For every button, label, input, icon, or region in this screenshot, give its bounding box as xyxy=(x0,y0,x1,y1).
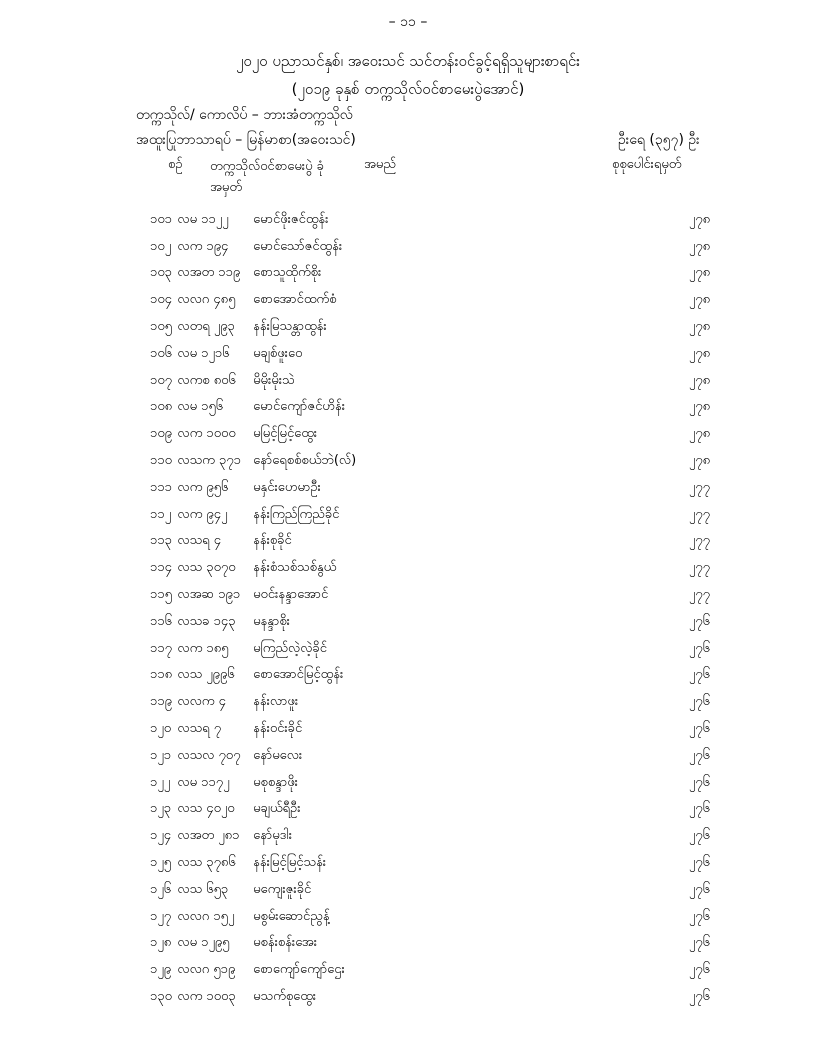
student-name: မနန္ဒာစိုး xyxy=(253,613,290,629)
table-row xyxy=(150,341,710,368)
roll-number: လအတ ၂၈၁ xyxy=(177,828,240,844)
row-number: ၁၂၂ xyxy=(150,774,171,790)
row-number: ၁၀၂ xyxy=(150,238,172,254)
table-row xyxy=(150,663,710,690)
table-row xyxy=(150,716,710,743)
row-number: ၁၁၄ xyxy=(150,560,172,576)
table-row xyxy=(150,743,710,770)
row-number: ၁၀၁ xyxy=(150,211,172,227)
table-row xyxy=(150,984,710,1011)
roll-number: လမ ၁၅၆ xyxy=(177,399,224,415)
table-row xyxy=(150,609,710,636)
total-marks: ၂၇၈ xyxy=(688,345,710,361)
row-number: ၁၃၀ xyxy=(150,989,172,1004)
roll-number: လသ ၂၉၉၆ xyxy=(177,667,235,683)
student-name: မကျေးဇူးခိုင် xyxy=(253,881,312,897)
table-row xyxy=(150,636,710,663)
roll-number: လသ ၃၀၇၀ xyxy=(177,560,236,576)
total-marks: ၂၇၈ xyxy=(688,238,710,254)
student-name: မမြင့်မြင့်ထွေး xyxy=(253,426,318,442)
roll-number: လတရ ၂၉၃ xyxy=(177,319,235,335)
table-row xyxy=(150,314,710,341)
student-name: နန်းမြင့်မြင့်သန်း xyxy=(253,855,327,871)
table-row xyxy=(150,957,710,984)
total-marks: ၂၇၆ xyxy=(688,989,710,1004)
roll-number: လလဂ ၄၈၅ xyxy=(177,292,236,308)
table-row xyxy=(150,368,710,395)
total-marks: ၂၇၈ xyxy=(688,453,710,469)
roll-number: လကစ ၈၀၆ xyxy=(177,372,236,388)
row-number: ၁၀၈ xyxy=(150,399,173,415)
row-number: ၁၀၇ xyxy=(150,372,172,388)
roll-number: လမ ၁၁၂၂ xyxy=(177,211,229,227)
student-name: စောအောင်မြင့်ထွန်း xyxy=(253,667,344,683)
results-body xyxy=(150,207,710,1011)
roll-number: လက ၉၅၆ xyxy=(177,479,229,495)
row-number: ၁၁၂ xyxy=(150,506,172,522)
row-number: ၁၀၅ xyxy=(150,319,172,335)
roll-number: လမ ၁၁၇၂ xyxy=(177,774,230,790)
total-marks: ၂၇၈ xyxy=(688,292,710,308)
roll-number: လသရ ၇ xyxy=(177,721,222,737)
table-row xyxy=(150,421,710,448)
row-number: ၁၁၆ xyxy=(150,613,172,629)
student-name: မောင်ကျော်ဇင်ဟိန်း xyxy=(253,399,346,415)
student-name: နော်ရေစစ်စယ်ဘဲ(လ်) xyxy=(253,453,357,469)
student-name: မစန်းစန်းအေး xyxy=(253,935,318,951)
row-number: ၁၀၆ xyxy=(150,345,172,361)
total-marks: ၂၇၆ xyxy=(688,694,710,710)
student-name: မသက်စုထွေး xyxy=(253,989,317,1004)
total-marks: ၂၇၆ xyxy=(688,640,710,656)
total-marks: ၂၇၇ xyxy=(688,587,710,603)
university-label: တက္ကသိုလ်/ ကောလိပ် – ဘားအံတက္ကသိုလ် xyxy=(136,107,353,123)
roll-number: လမ ၁၂၁၆ xyxy=(177,345,230,361)
student-name: နော်မလေး xyxy=(253,747,303,763)
table-row xyxy=(150,931,710,958)
total-marks: ၂၇၇ xyxy=(688,506,710,522)
table-row xyxy=(150,877,710,904)
roll-number: လလက ၄ xyxy=(177,694,226,710)
table-row xyxy=(150,448,710,475)
row-number: ၁၁၇ xyxy=(150,640,172,656)
row-number: ၁၂၃ xyxy=(150,801,172,817)
table-row xyxy=(150,395,710,422)
row-number: ၁၂၆ xyxy=(150,881,172,897)
student-name: နန်းမြသန္တာထွန်း xyxy=(253,319,327,335)
total-marks: ၂၇၆ xyxy=(688,667,710,683)
table-row xyxy=(150,797,710,824)
student-name: မချယ်ရီဦး xyxy=(253,801,301,817)
row-number: ၁၀၉ xyxy=(150,426,172,442)
roll-number: လက ၁၀၀၃ xyxy=(177,989,236,1004)
total-marks: ၂၇၈ xyxy=(688,319,710,335)
row-number: ၁၂၈ xyxy=(150,935,172,951)
total-marks: ၂၇၈ xyxy=(688,265,710,281)
table-row xyxy=(150,261,710,288)
student-name: မနှင်းဟေမာဦး xyxy=(253,479,321,495)
student-name: မဝင်းနန္ဒာအောင် xyxy=(253,587,329,603)
student-name: နန်းကြည်ကြည်ခိုင် xyxy=(253,506,340,522)
student-name: စောသူထိုက်စိုး xyxy=(253,265,322,281)
total-marks: ၂၇၆ xyxy=(688,881,710,897)
table-row xyxy=(150,582,710,609)
table-row xyxy=(150,207,710,234)
total-marks: ၂၇၆ xyxy=(688,747,710,763)
student-name: မစုစန္ဒာဖိုး xyxy=(253,774,298,790)
table-row xyxy=(150,234,710,261)
column-header-name: အမည် xyxy=(364,157,396,172)
roll-number: လလဂ ၁၅၂ xyxy=(177,908,235,924)
total-marks: ၂၇၆ xyxy=(688,935,710,951)
student-name: နော်မုဒါး xyxy=(253,828,292,844)
roll-number: လသလ ၇၀၇ xyxy=(177,747,241,763)
table-row xyxy=(150,850,710,877)
total-marks: ၂၇၈ xyxy=(688,426,710,442)
page-title: ၂၀၂၀ ပညာသင်နှစ်၊ အဝေးသင် သင်တန်းဝင်ခွင့်ရရှိသူများစာရင်း xyxy=(236,52,580,70)
row-number: ၁၂၁ xyxy=(150,747,172,763)
results-table xyxy=(150,207,710,1011)
total-marks: ၂၇၈ xyxy=(688,211,710,227)
roll-number: လသ ၄၀၂၀ xyxy=(177,801,235,817)
row-number: ၁၁၉ xyxy=(150,694,172,710)
row-number: ၁၁၁ xyxy=(150,479,172,495)
row-number: ၁၀၄ xyxy=(150,292,172,308)
total-marks: ၂၇၆ xyxy=(688,613,710,629)
roll-number: လသရ ၄ xyxy=(177,533,222,549)
table-row xyxy=(150,689,710,716)
student-name: မချစ်ဖူးဝေ xyxy=(253,345,303,361)
total-marks: ၂၇၇ xyxy=(688,479,710,495)
student-name: နန်းစုခိုင် xyxy=(253,533,292,549)
row-number: ၁၂၉ xyxy=(150,962,172,978)
roll-number: လသခ ၁၄၃ xyxy=(177,613,236,629)
row-number: ၁၁၅ xyxy=(150,587,172,603)
total-count: ဦးရေ (၃၅၇) ဦး xyxy=(618,132,700,148)
table-row xyxy=(150,529,710,556)
table-row xyxy=(150,823,710,850)
roll-number: လက ၁၈၅ xyxy=(177,640,229,656)
table-row xyxy=(150,770,710,797)
student-name: မောင်သော်ဇင်ထွန်း xyxy=(253,238,343,254)
column-header-roll: တက္ကသိုလ်ဝင်စာမေးပွဲ ခုံအမှတ် xyxy=(210,159,324,195)
total-marks: ၂၇၆ xyxy=(688,721,710,737)
column-header-no: စဉ် xyxy=(168,157,183,172)
student-name: မစွမ်းဆောင်ညွန့် xyxy=(253,908,330,924)
roll-number: လက ၁၀၀၀ xyxy=(177,426,236,442)
student-name: နန်းဝင်းခိုင် xyxy=(253,721,303,737)
page-number: – ၁၁ – xyxy=(388,14,428,30)
page-subtitle: (၂၀၁၉ ခုနှစ် တက္ကသိုလ်ဝင်စာမေးပွဲအောင်) xyxy=(291,80,525,98)
total-marks: ၂၇၆ xyxy=(688,908,710,924)
total-marks: ၂၇၆ xyxy=(688,801,710,817)
table-row xyxy=(150,475,710,502)
major-label: အထူးပြုဘာသာရပ် – မြန်မာစာ(အဝေးသင်) xyxy=(136,132,356,148)
student-name: စောအောင်ထက်စံ xyxy=(253,292,337,308)
table-row xyxy=(150,502,710,529)
total-marks: ၂၇၆ xyxy=(688,855,710,871)
row-number: ၁၁၀ xyxy=(150,453,172,469)
column-header-marks: စုစုပေါင်းရမှတ် xyxy=(612,157,682,172)
student-name: စောကျော်ကျော်ဌေး xyxy=(253,962,345,978)
student-name: နန်းလာဖူး xyxy=(253,694,299,710)
row-number: ၁၂၀ xyxy=(150,721,172,737)
roll-number: လအတ ၁၁၉ xyxy=(177,265,241,281)
roll-number: လအဆ ၁၉၁ xyxy=(177,587,241,603)
roll-number: လသ ၆၅၃ xyxy=(177,881,229,897)
row-number: ၁၂၄ xyxy=(150,828,172,844)
roll-number: လက ၁၉၄ xyxy=(177,238,229,254)
student-name: မောင်ဖိုးဇင်ထွန်း xyxy=(253,211,329,227)
row-number: ၁၁၈ xyxy=(150,667,173,683)
row-number: ၁၁၃ xyxy=(150,533,172,549)
row-number: ၁၀၃ xyxy=(150,265,172,281)
table-row xyxy=(150,287,710,314)
total-marks: ၂၇၆ xyxy=(688,962,710,978)
student-name: မိမိုးမိုးသဲ xyxy=(253,372,295,388)
roll-number: လမ ၁၂၉၅ xyxy=(177,935,230,951)
student-name: မကြည်လဲ့လဲ့ခိုင် xyxy=(253,640,327,656)
roll-number: လသ ၃၇၈၆ xyxy=(177,855,236,871)
total-marks: ၂၇၇ xyxy=(688,560,710,576)
total-marks: ၂၇၆ xyxy=(688,828,710,844)
total-marks: ၂၇၈ xyxy=(688,372,710,388)
row-number: ၁၂၇ xyxy=(150,908,172,924)
roll-number: လသက ၃၇၁ xyxy=(177,453,241,469)
roll-number: လက ၉၄၂ xyxy=(177,506,228,522)
total-marks: ၂၇၈ xyxy=(688,399,710,415)
roll-number: လလဂ ၅၁၉ xyxy=(177,962,236,978)
table-row xyxy=(150,555,710,582)
table-row xyxy=(150,904,710,931)
total-marks: ၂၇၆ xyxy=(688,774,710,790)
student-name: နန်းစံသစ်သစ်နွယ် xyxy=(253,560,337,576)
total-marks: ၂၇၇ xyxy=(688,533,710,549)
row-number: ၁၂၅ xyxy=(150,855,172,871)
